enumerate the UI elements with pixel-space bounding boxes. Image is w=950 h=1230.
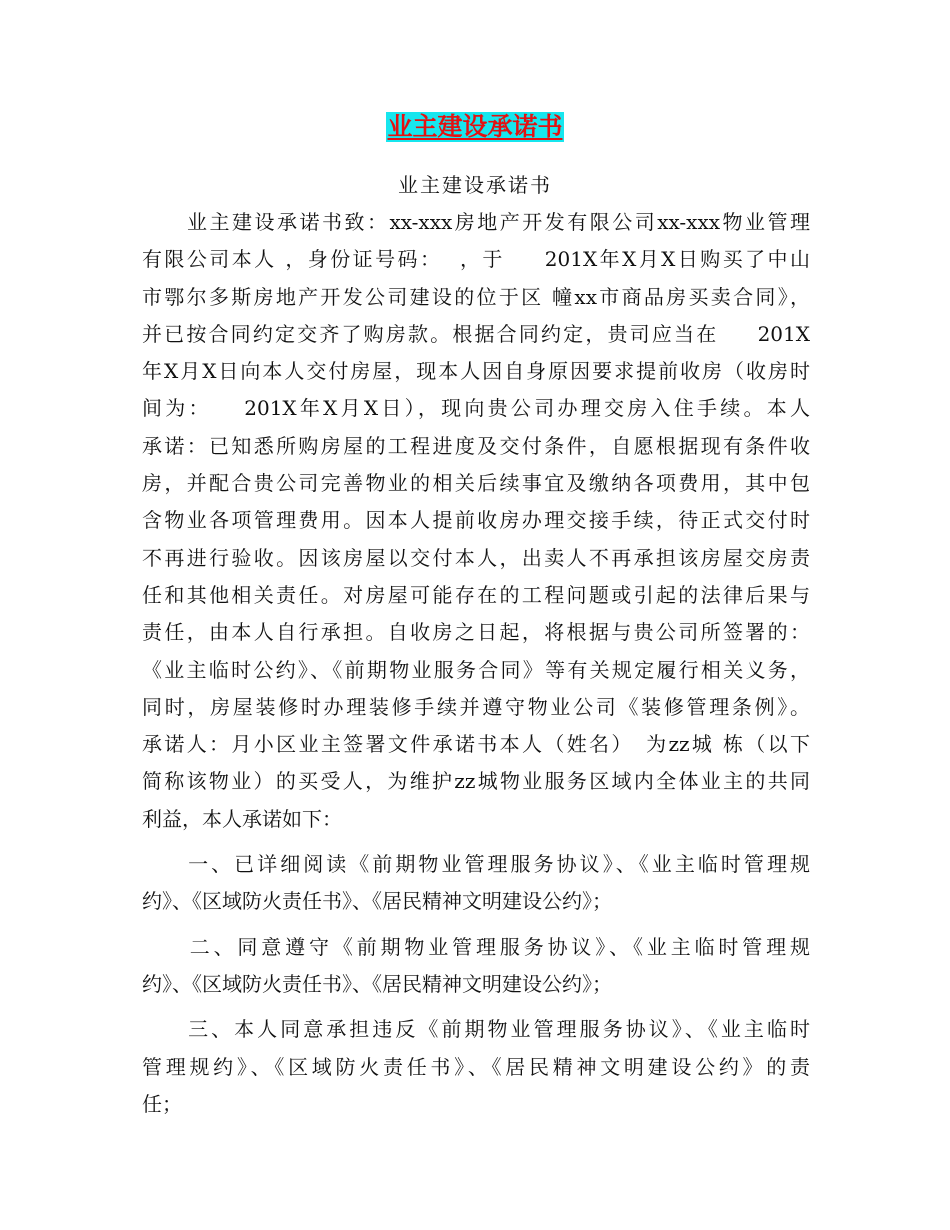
text-line: 房，并配合贵公司完善物业的相关后续事宜及缴纳各项费用，其中包: [142, 471, 810, 496]
text-line: 责任，由本人自行承担。自收房之日起，将根据与贵公司所签署的：: [142, 620, 810, 645]
spacer: [142, 921, 810, 929]
text-line: 一、已详细阅读《前期物业管理服务协议》、《业主临时管理规: [142, 852, 810, 877]
text-line: 并已按合同约定交齐了购房款。根据合同约定，贵司应当在 201X: [142, 321, 810, 346]
document-body: [142, 204, 810, 1123]
text-line: 三、本人同意承担违反《前期物业管理服务协议》、《业主临时: [142, 1017, 810, 1042]
document-subtitle: 业主建设承诺书: [398, 173, 552, 197]
text-line: 任和其他相关责任。对房屋可能存在的工程问题或引起的法律后果与: [142, 582, 810, 607]
title-container: [0, 112, 950, 142]
text-line: 二、同意遵守《前期物业管理服务协议》、《业主临时管理规: [142, 934, 810, 959]
text-line: 利益，本人承诺如下：: [142, 806, 342, 831]
text-line: 间为： 201X年X月X日），现向贵公司办理交房入住手续。本人: [142, 396, 810, 421]
paragraph-main: [142, 204, 810, 838]
text-line: 管理规约》、《区域防火责任书》、《居民精神文明建设公约》的责: [142, 1054, 810, 1079]
text-line: 承诺人：月小区业主签署文件承诺书本人（姓名） 为zz城 栋（以下: [142, 732, 810, 757]
text-line: 简称该物业）的买受人，为维护zz城物业服务区域内全体业主的共同: [142, 769, 810, 794]
text-line: 含物业各项管理费用。因本人提前收房办理交接手续，待正式交付时: [142, 508, 810, 533]
spacer: [142, 838, 810, 846]
text-line: 《业主临时公约》、《前期物业服务合同》等有关规定履行相关义务，: [142, 657, 810, 682]
text-line: 任；: [142, 1091, 182, 1116]
text-line: 同时，房屋装修时办理装修手续并遵守物业公司《装修管理条例》。: [142, 694, 810, 719]
commitment-item-2: [142, 929, 810, 1004]
text-line: 年X月X日向本人交付房屋，现本人因自身原因要求提前收房（收房时: [142, 359, 810, 384]
commitment-item-3: [142, 1011, 810, 1123]
text-line: 业主建设承诺书致：xx-xxx房地产开发有限公司xx-xxx物业管理: [142, 210, 810, 234]
text-line: 约》、《区域防火责任书》、《居民精神文明建设公约》；: [142, 889, 612, 914]
text-line: 有限公司本人 ，身份证号码： ，于 201X年X月X日购买了中山: [142, 247, 810, 272]
commitment-item-1: [142, 846, 810, 921]
text-line: 承诺：已知悉所购房屋的工程进度及交付条件，自愿根据现有条件收: [142, 433, 810, 458]
text-line: 市鄂尔多斯房地产开发公司建设的位于区 幢xx市商品房买卖合同》，: [142, 284, 810, 309]
text-line: 约》、《区域防火责任书》、《居民精神文明建设公约》；: [142, 971, 612, 996]
text-line: 不再进行验收。因该房屋以交付本人，出卖人不再承担该房屋交房责: [142, 545, 810, 570]
spacer: [142, 1003, 810, 1011]
document-title: 业主建设承诺书: [387, 112, 563, 141]
